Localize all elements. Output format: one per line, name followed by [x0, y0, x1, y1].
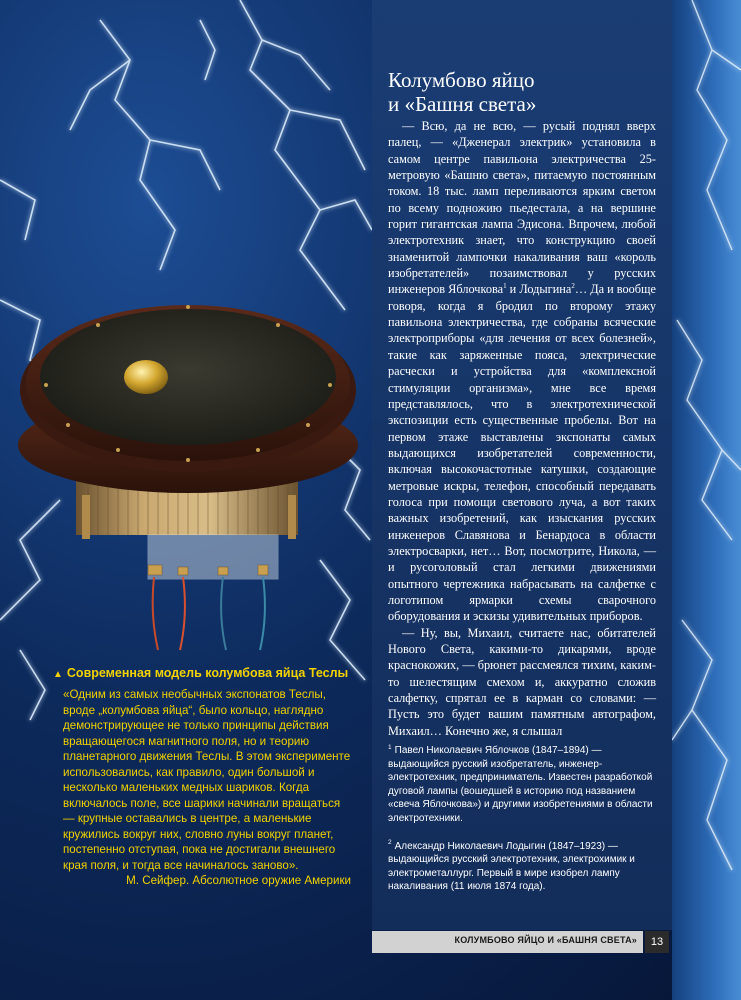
tesla-egg-of-columbus-device [18, 295, 358, 655]
article-body [388, 118, 656, 739]
footer-bar [372, 931, 643, 953]
footnote-mark: 2 [571, 282, 575, 291]
article-title-line1: Колумбово яйцо [388, 68, 535, 92]
rotating-plate [40, 309, 336, 445]
article-paragraph [388, 118, 656, 625]
footnotes [388, 744, 653, 908]
paragraph-text: и Лодыгина [506, 282, 572, 297]
page-number: 13 [645, 931, 669, 953]
article-title-line2: и «Башня света» [388, 92, 537, 116]
paragraph-text: — Всю, да не всю, — русый поднял вверх палец, — «Дженерал электрик» установила в самом центре павильона электричества 25-метровую «Башню света», питаемую постоянным током. 18 тыс. ламп переливаются ярким светом по всему подножию пьедестала, а на вершине горит гигантская лампа Эдисона. Впрочем, любой электротехник знает, что конструкцию своей знаменитой лампочки накаливания ваш «король изобретателей» позаимствовал у русских инженеров Яблочкова [388, 119, 656, 297]
caption-title [53, 665, 353, 683]
right-lightning-bolts [672, 0, 741, 1000]
article-paragraph: — Ну, вы, Михаил, считаете нас, обитателей Нового Света, какими-то дикарями, вроде краснокожих, — брюнет рассмеялся тихим, каким-то шелестящим смехом и, аккуратно сложив салфетку, спрятал ее в карман со словами: — Пусть это будет вашим памятным автографом, Михаил… Конечно же, я слышал [388, 625, 656, 738]
article-title [388, 68, 668, 116]
page-footer [372, 931, 741, 953]
footnote-text: Павел Николаевич Яблочков (1847–1894) — выдающийся русский изобретатель, инженер-электротехник, предприниматель. Известен разработкой дуговой лампы (вошедшей в историю под названием «свеча Яблочкова») и другими изобретениями в области электротехники. [388, 745, 653, 824]
copper-egg [124, 360, 168, 394]
photo-caption [53, 665, 353, 889]
caption-title-text: Современная модель колумбова яйца Теслы [66, 666, 349, 680]
caption-quote: «Одним из самых необычных экспонатов Теслы, вроде „колумбова яйца“, было кольцо, наглядно демонстрирующее не только принципы действия вращающегося магнитного поля, но и теорию планетарного движения Теслы. В этом эксперименте использовались, как правило, один большой и несколько маленьких медных шариков. Когда включалось поле, все шарики начинали вращаться — крупные оставались в центре, а маленькие кружились вокруг них, словно луны вокруг планет, постепенно отступая, пока не достигали внешнего края поля, и тогда все начиналось заново». [63, 688, 351, 872]
footnote [388, 744, 653, 826]
paragraph-text: … Да и вообще говоря, когда я бродил по второму этажу павильона электричества, где собраны всяческие электроприборы «для лечения от всех болезней», такие как заряженные пояса, электрические расчески и устройства для «комплексной стимуляции организма», мне все время представлялось, что в электротехнической экспозиции есть существенные пробелы. Вот на первом этаже выставлены экспонаты самых выдающихся изобретателей современности, включая высокочастотные катушки, создающие метровые искры, телефон, способный передавать голоса при помощи светового луча, а вот таких важных изобретений, как изыскания русских инженеров Славянова и Бенардоса в области электросварки, нет… Вот, посмотрите, Никола, — и русоголовый стал легкими движениями опытного чертежника набрасывать на салфетке с логотипом ярмарки схемы сварочного оборудования и эскизы удивительных приборов. [388, 282, 656, 624]
caption-source: М. Сейфер. Абсолютное оружие Америки [126, 874, 351, 887]
footnote [388, 840, 653, 894]
footnote-number: 2 [388, 839, 392, 847]
footnote-text: Александр Николаевич Лодыгин (1847–1923) — выдающийся русский электротехник, электрохимик и электрометаллург. Первый в мире изобрел лампу накаливания (11 июля 1874 года). [388, 840, 635, 893]
footnote-mark: 1 [503, 282, 507, 291]
footnote-number: 1 [388, 743, 392, 751]
running-title: КОЛУМБОВО ЯЙЦО И «БАШНЯ СВЕТА» [454, 935, 637, 945]
triangle-up-icon: ▲ [53, 669, 63, 680]
right-lightning-strip [672, 0, 741, 1000]
